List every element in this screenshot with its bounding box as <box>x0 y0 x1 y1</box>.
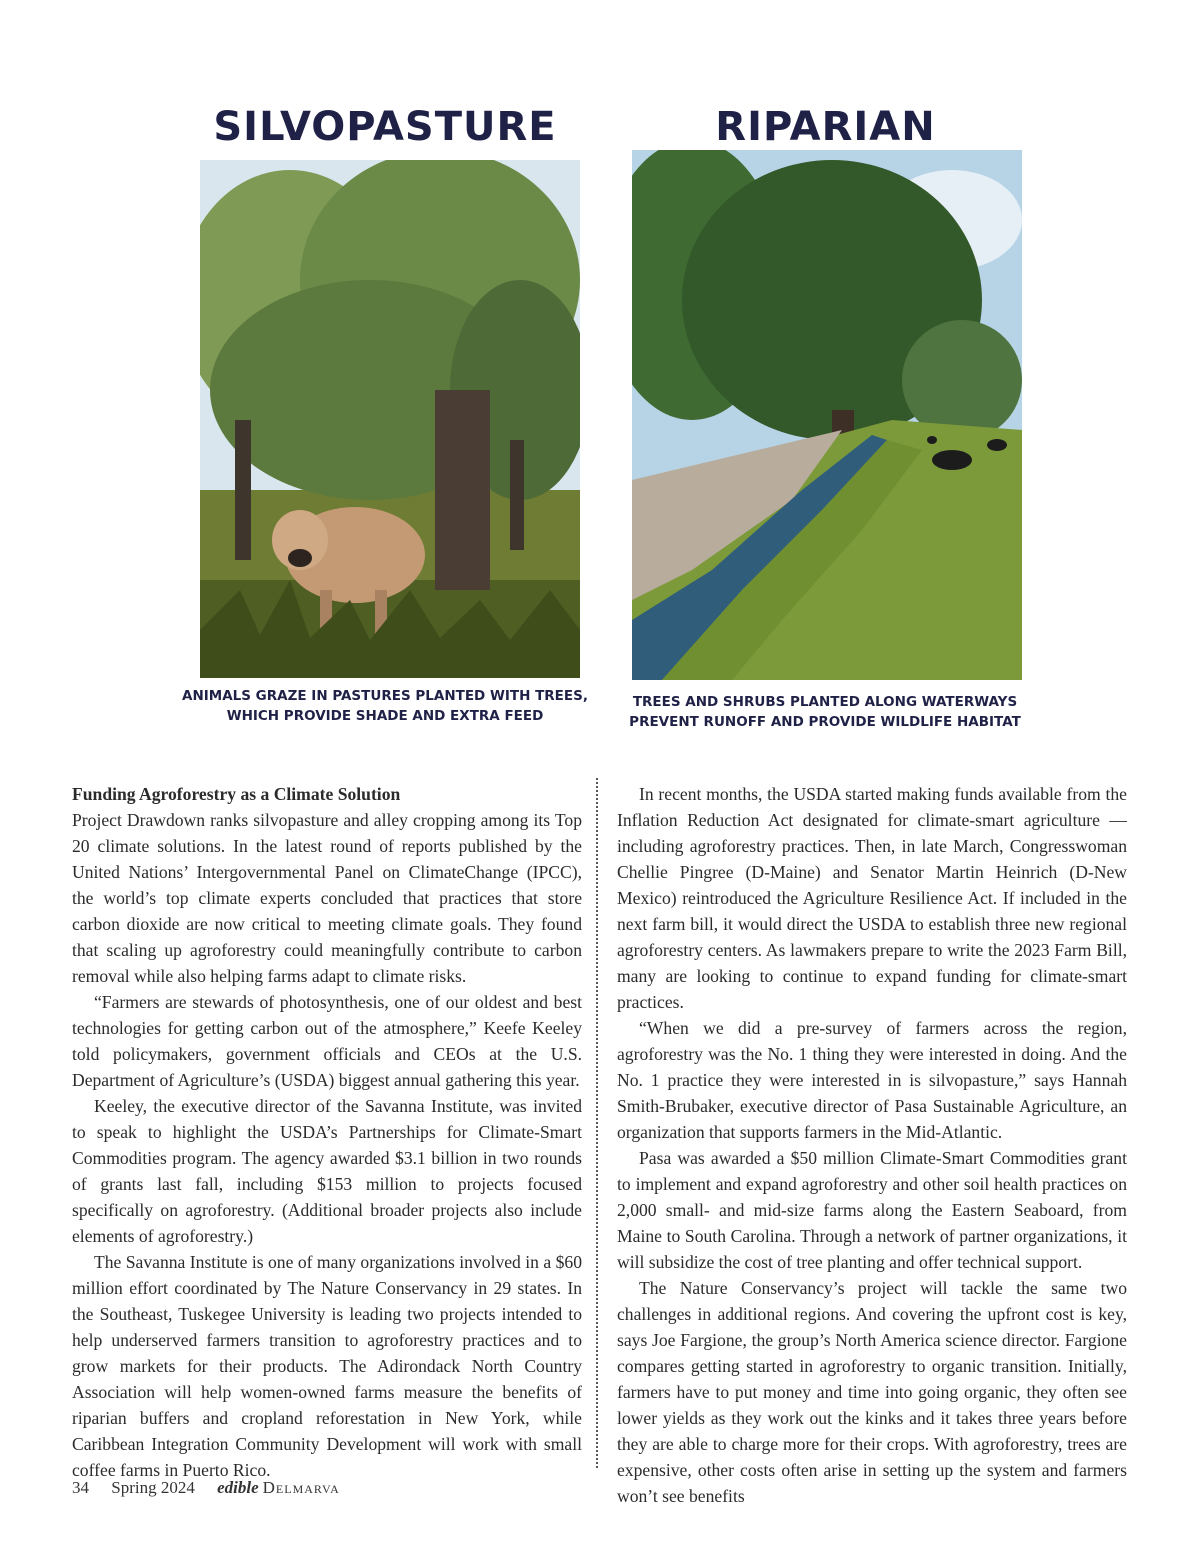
silvopasture-caption-line: ANIMALS GRAZE IN PASTURES PLANTED WITH TREES, <box>182 688 588 704</box>
page-number: 34 <box>72 1478 89 1497</box>
article-paragraph: Pasa was awarded a $50 million Climate-Smart Commodities grant to implement and expand agroforestry and other soil health practices on 2,000 small- and mid-size farms along the Eastern Seaboard, from Maine to South Carolina. Through a network of partner organizations, it will subsidize the cost of tree planting and offer technical support. <box>617 1148 1127 1272</box>
silvopasture-caption <box>180 686 590 726</box>
article-paragraph: The Nature Conservancy’s project will tackle the same two challenges in additional regions. And covering the upfront cost is key, says Joe Fargione, the group’s North America science director. Fargione compares getting started in agroforestry to organic transition. Initially, farmers have to put money and time into going organic, they often see lower yields as they work out the kinks and it takes three years before they are able to charge more for their crops. With agroforestry, trees are expensive, other costs often arise in setting up the system and farmers won’t see benefits <box>617 1278 1127 1506</box>
silvopasture-title: SILVOPASTURE <box>213 104 557 150</box>
article-paragraph: In recent months, the USDA started making funds available from the Inflation Reduction Act designated for climate-smart agriculture — including agroforestry practices. Then, in late March, Congresswoman Chellie Pingree (D-Maine) and Senator Martin Heinrich (D-New Mexico) reintroduced the Agriculture Resilience Act. If included in the next farm bill, it would direct the USDA to establish three new regional agroforestry centers. As lawmakers prepare to write the 2023 Farm Bill, many are looking to continue to expand funding for climate-smart practices. <box>617 784 1127 1012</box>
column-divider <box>596 778 598 1468</box>
riparian-buffers-illustration <box>632 150 1022 680</box>
article-paragraph: The Savanna Institute is one of many organizations involved in a $60 million effort coordinated by The Nature Conservancy in 29 states. In the Southeast, Tuskegee University is leading two projects intended to help underserved farmers transition to agroforestry practices and to grow markets for their products. The Adirondack North Country Association will help women-owned farms measure the benefits of riparian buffers and cropland reforestation in New York, while Caribbean Integration Community Development will work with small coffee farms in Puerto Rico. <box>72 1252 582 1480</box>
silvopasture-caption-line: WHICH PROVIDE SHADE AND EXTRA FEED <box>226 708 544 724</box>
issue-label: Spring 2024 <box>111 1478 195 1497</box>
silvopasture-illustration <box>200 160 580 678</box>
magazine-name-italic: edible <box>217 1478 259 1497</box>
article-left-column <box>72 781 582 1483</box>
article-paragraph: Keeley, the executive director of the Savanna Institute, was invited to speak to highlight the USDA’s Partnerships for Climate-Smart Commodities program. The agency awarded $3.1 billion in two rounds of grants last fall, including $153 million to projects focused specifically on agroforestry. (Additional broader projects also include elements of agroforestry.) <box>72 1096 582 1246</box>
riparian-buffers-caption-line: PREVENT RUNOFF AND PROVIDE WILDLIFE HABITAT <box>629 714 1021 730</box>
article-heading: Funding Agroforestry as a Climate Solution <box>72 784 401 804</box>
riparian-buffers-caption <box>620 692 1030 732</box>
riparian-buffers-title: RIPARIAN <box>715 104 936 150</box>
magazine-name: Delmarva <box>262 1478 340 1497</box>
article-right-column <box>617 781 1127 1509</box>
article-paragraph: Project Drawdown ranks silvopasture and alley cropping among its Top 20 climate solutions. In the latest round of reports published by the United Nations’ Intergovernmental Panel on ClimateChange (IPCC), the world’s top climate experts concluded that practices that store carbon dioxide are now critical to meeting climate goals. They found that scaling up agroforestry could meaningfully contribute to carbon removal while also helping farms adapt to climate risks. <box>72 810 582 986</box>
riparian-buffers-caption-line: TREES AND SHRUBS PLANTED ALONG WATERWAYS <box>632 694 1018 710</box>
article-paragraph: “When we did a pre-survey of farmers across the region, agroforestry was the No. 1 thing they were interested in doing. And the No. 1 practice they were interested in is silvopasture,” says Hannah Smith-Brubaker, executive director of Pasa Sustainable Agriculture, an organization that supports farmers in the Mid-Atlantic. <box>617 1018 1127 1142</box>
page-footer <box>72 1478 358 1498</box>
article-paragraph: “Farmers are stewards of photosynthesis, one of our oldest and best technologies for getting carbon out of the atmosphere,” Keefe Keeley told policymakers, government officials and CEOs at the U.S. Department of Agriculture’s (USDA) biggest annual gathering this year. <box>72 992 582 1090</box>
